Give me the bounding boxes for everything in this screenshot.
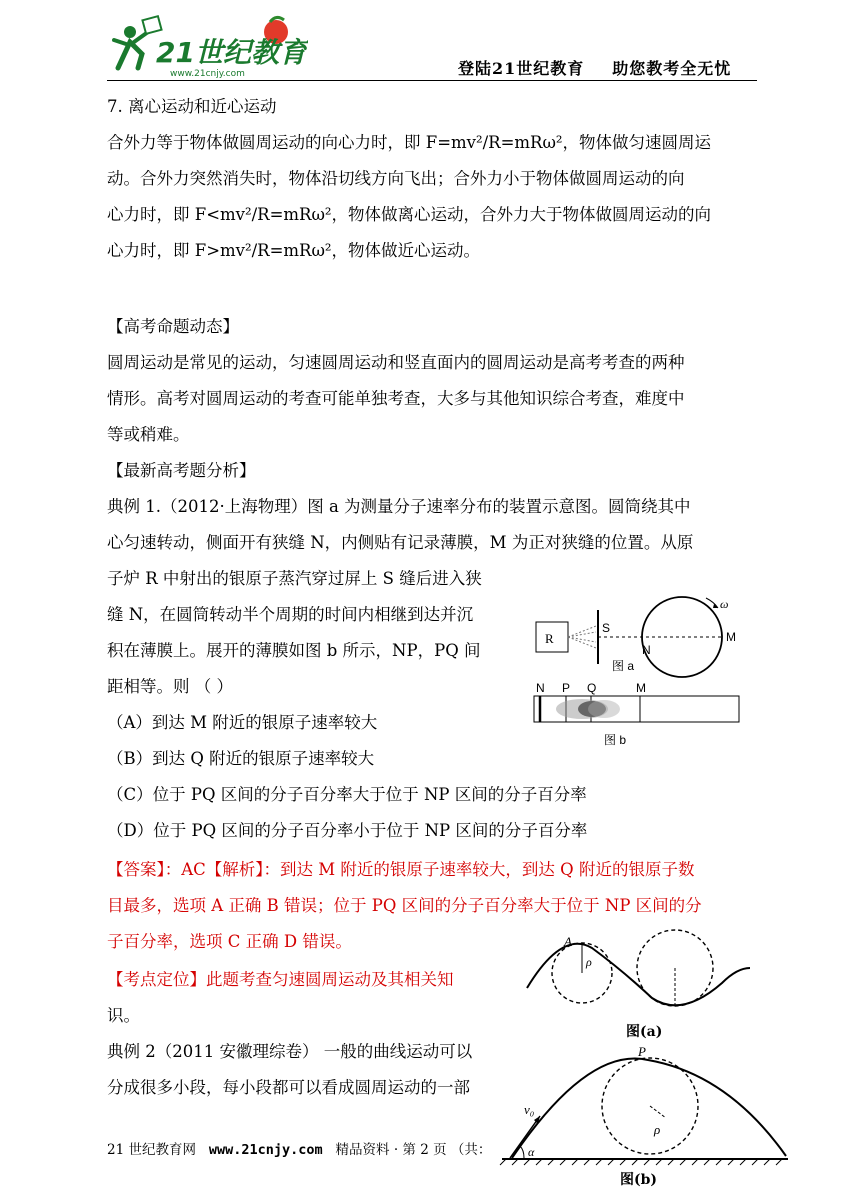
answer-line: 目最多，选项 A 正确 B 错误；位于 PQ 区间的分子百分率大于位于 NP 区间的分 — [107, 896, 702, 915]
footer-info: 精品资料 · 第 2 页 （共： — [335, 1142, 492, 1158]
figure-b — [532, 680, 744, 750]
text-line: 子炉 R 中射出的银原子蒸汽穿过屏上 S 缝后进入狭 — [107, 569, 482, 588]
caption-curve-b: 图(b) — [620, 1172, 658, 1188]
text-line: 缝 N，在圆筒转动半个周期的时间内相继到达并沉 — [107, 605, 474, 624]
header-divider — [107, 80, 757, 81]
text-line: 典例 1.（2012·上海物理）图 a 为测量分子速率分布的装置示意图。圆筒绕其中 — [107, 497, 691, 516]
label-rho: ρ — [586, 955, 592, 969]
label-m: M — [636, 681, 646, 695]
label-alpha: α — [528, 1145, 535, 1159]
section-heading-7: 7. 离心运动和近心运动 — [107, 97, 277, 116]
text-line: 典例 2（2011 安徽理综卷） 一般的曲线运动可以 — [107, 1042, 473, 1061]
text-line: 圆周运动是常见的运动，匀速圆周运动和竖直面内的圆周运动是高考考查的两种 — [107, 353, 685, 372]
text-line: 心匀速转动，侧面开有狭缝 N，内侧贴有记录薄膜，M 为正对狭缝的位置。从原 — [107, 533, 694, 552]
option-d: （D）位于 PQ 区间的分子百分率小于位于 NP 区间的分子百分率 — [107, 821, 588, 840]
header-slogan — [458, 56, 759, 79]
text-line: 动。合外力突然消失时，物体沿切线方向飞出；合外力小于物体做圆周运动的向 — [107, 169, 685, 188]
label-rho: ρ — [654, 1122, 661, 1137]
label-p: P — [638, 1044, 646, 1059]
label-s: S — [602, 621, 611, 635]
text-line: 距相等。则 （ ） — [107, 677, 233, 696]
answer-line: 子百分率，选项 C 正确 D 错误。 — [107, 932, 352, 951]
section-heading-analysis: 【最新高考题分析】 — [107, 461, 256, 480]
logo-text: 21世纪教育 — [156, 36, 307, 69]
option-b: （B）到达 Q 附近的银原子速率较大 — [107, 749, 375, 768]
text-line: 合外力等于物体做圆周运动的向心力时，即 F=mv²/R=mRω²，物体做匀速圆周运 — [107, 133, 712, 152]
text-line: 分成很多小段，每小段都可以看成圆周运动的一部 — [107, 1078, 470, 1097]
text-line: 心力时，即 F>mv²/R=mRω²，物体做近心运动。 — [107, 241, 481, 260]
logo — [108, 10, 308, 78]
label-n: N — [536, 681, 545, 695]
text-line: 积在薄膜上。展开的薄膜如图 b 所示，NP，PQ 间 — [107, 641, 481, 660]
logo-figure-icon — [114, 16, 162, 68]
label-n: N — [642, 643, 651, 657]
text-line: 等或稍难。 — [107, 425, 190, 444]
caption-b: 图 b — [604, 733, 627, 747]
text-line: 识。 — [107, 1006, 140, 1025]
label-omega: ω — [720, 597, 729, 611]
caption-a: 图 a — [612, 659, 635, 673]
figure-curve-b — [498, 1044, 790, 1190]
section-heading-dynamics: 【高考命题动态】 — [107, 317, 239, 336]
label-p: P — [562, 681, 571, 695]
knowledge-point: 【考点定位】此题考查匀速圆周运动及其相关知 — [107, 970, 454, 989]
option-c: （C）位于 PQ 区间的分子百分率大于位于 NP 区间的分子百分率 — [107, 785, 587, 804]
text-line: 情形。高考对圆周运动的考查可能单独考查，大多与其他知识综合考查，难度中 — [107, 389, 685, 408]
answer-line: 【答案】：AC【解析】：到达 M 附近的银原子速率较大，到达 Q 附近的银原子数 — [107, 860, 695, 879]
label-a: A — [564, 934, 572, 949]
logo-url: www.21cnjy.com — [170, 69, 245, 78]
slogan-help: 助您教考全无忧 — [612, 59, 732, 78]
option-a: （A）到达 M 附近的银原子速率较大 — [107, 713, 378, 732]
label-r: R — [545, 631, 554, 646]
footer-url[interactable]: www.21cnjy.com — [208, 1142, 323, 1158]
figure-curve-a — [522, 928, 752, 1046]
text-line: 心力时，即 F<mv²/R=mRω²，物体做离心运动，合外力大于物体做圆周运动的向 — [107, 205, 712, 224]
footer — [107, 1138, 491, 1158]
label-v0: v₀ — [524, 1102, 535, 1117]
label-q: Q — [587, 681, 597, 695]
footer-site: 21 世纪教育网 — [107, 1142, 196, 1158]
slogan-login: 登陆21世纪教育 — [458, 59, 585, 78]
figure-a — [528, 586, 744, 680]
caption-curve-a: 图(a) — [626, 1024, 663, 1040]
label-m: M — [726, 630, 736, 644]
